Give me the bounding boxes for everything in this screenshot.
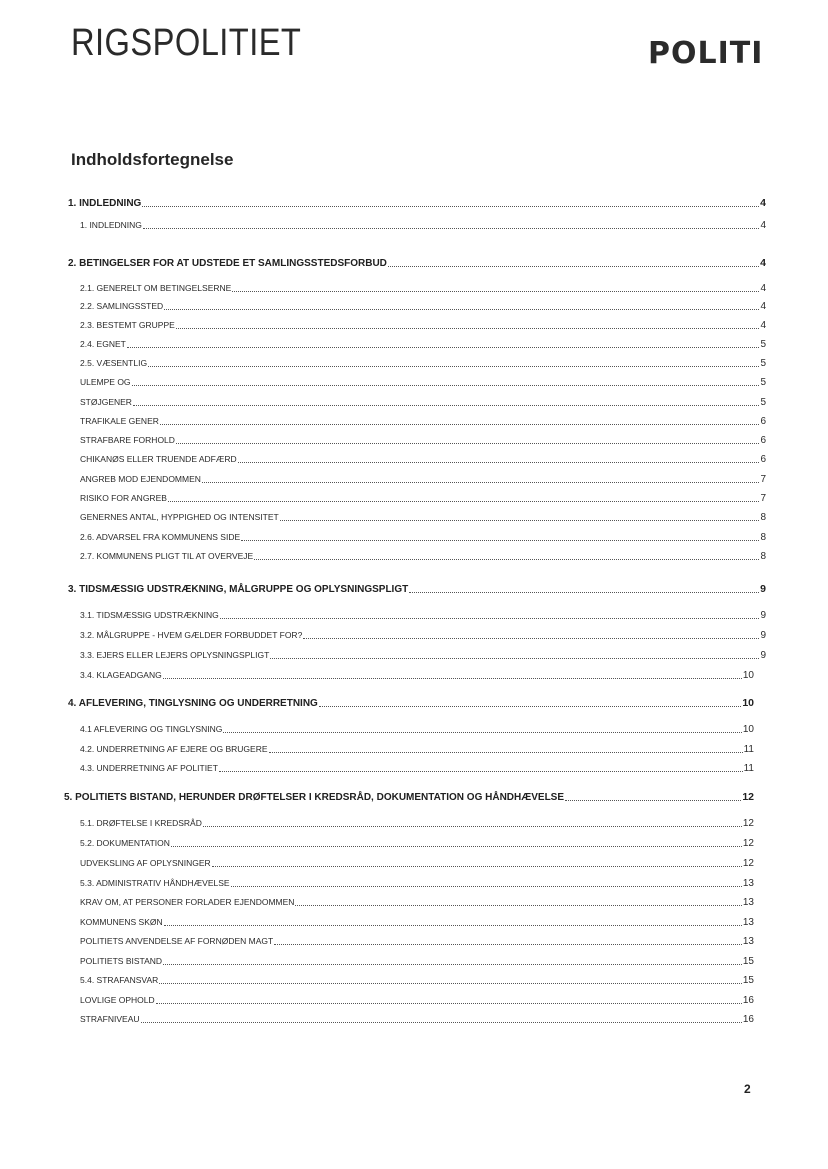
- toc-entry-label: 3.4. KLAGEADGANG: [80, 670, 162, 680]
- dot-leader: [295, 905, 741, 906]
- dot-leader: [148, 366, 759, 367]
- dot-leader: [133, 405, 759, 406]
- toc-entry: [80, 995, 754, 1006]
- toc-entry-page: 4: [760, 220, 766, 231]
- toc-entry-label: POLITIETS BISTAND: [80, 956, 163, 966]
- toc-entry-page: 7: [760, 474, 766, 485]
- dot-leader: [163, 678, 742, 679]
- toc-entry-page: 13: [742, 897, 754, 908]
- dot-leader: [223, 732, 742, 733]
- dot-leader: [238, 462, 760, 463]
- dot-leader: [231, 886, 742, 887]
- toc-entry-label: POLITIETS ANVENDELSE AF FORNØDEN MAGT: [80, 936, 274, 946]
- dot-leader: [176, 328, 760, 329]
- toc-entry-label: 1. INDLEDNING: [68, 198, 142, 209]
- toc-entry-label: 5. POLITIETS BISTAND, HERUNDER DRØFTELSER I KREDSRÅD, DOKUMENTATION OG HÅNDHÆVELSE: [64, 792, 565, 803]
- toc-entry-page: 16: [742, 1014, 754, 1025]
- toc-entry-label: LOVLIGE OPHOLD: [80, 995, 155, 1005]
- dot-leader: [202, 482, 760, 483]
- toc-entry: [80, 670, 754, 681]
- toc-entry-label: 3. TIDSMÆSSIG UDSTRÆKNING, MÅLGRUPPE OG OPLYSNINGSPLIGT: [68, 584, 409, 595]
- toc-entry: [80, 744, 754, 755]
- dot-leader: [254, 559, 759, 560]
- toc-entry-page: 4: [760, 320, 766, 331]
- dot-leader: [159, 983, 742, 984]
- toc-entry-label: 5.1. DRØFTELSE I KREDSRÅD: [80, 818, 202, 828]
- politi-logo: POLITI: [648, 36, 764, 71]
- toc-entry-label: GENERNES ANTAL, HYPPIGHED OG INTENSITET: [80, 512, 279, 522]
- dot-leader: [388, 266, 759, 267]
- toc-entry-label: 2.3. BESTEMT GRUPPE: [80, 320, 175, 330]
- toc-entry: [80, 917, 754, 928]
- toc-entry: [80, 532, 766, 543]
- toc-entry-page: 4: [760, 301, 766, 312]
- toc-entry: [80, 512, 766, 523]
- toc-entry: [68, 697, 754, 709]
- dot-leader: [409, 592, 759, 593]
- dot-leader: [171, 846, 742, 847]
- toc-entry-label: 2.1. GENERELT OM BETINGELSERNE: [80, 283, 232, 293]
- toc-entry: [80, 493, 766, 504]
- toc-entry-page: 15: [742, 975, 754, 986]
- page-number: 2: [744, 1082, 751, 1096]
- dot-leader: [127, 347, 760, 348]
- toc-entry-label: ANGREB MOD EJENDOMMEN: [80, 474, 201, 484]
- toc-entry-page: 5: [760, 339, 766, 350]
- toc-entry: [80, 339, 766, 350]
- toc-entry: [80, 551, 766, 562]
- toc-entry-label: 2.2. SAMLINGSSTED: [80, 301, 164, 311]
- toc-entry: [80, 320, 766, 331]
- toc-entry: [80, 763, 754, 774]
- toc-entry: [68, 583, 766, 595]
- toc-entry: [80, 416, 766, 427]
- toc-entry: [68, 257, 766, 269]
- dot-leader: [156, 1003, 742, 1004]
- toc-entry-page: 16: [742, 995, 754, 1006]
- toc-entry-label: STRAFBARE FORHOLD: [80, 435, 175, 445]
- toc-entry: [80, 858, 754, 869]
- toc-entry-page: 9: [760, 650, 766, 661]
- dot-leader: [176, 443, 760, 444]
- toc-entry: [80, 301, 766, 312]
- toc-entry: [80, 878, 754, 889]
- dot-leader: [220, 618, 760, 619]
- toc-entry-label: 3.1. TIDSMÆSSIG UDSTRÆKNING: [80, 610, 219, 620]
- dot-leader: [142, 206, 759, 207]
- dot-leader: [303, 638, 759, 639]
- toc-entry: [80, 897, 754, 908]
- toc-entry-label: ULEMPE OG: [80, 377, 131, 387]
- toc-entry-page: 12: [742, 838, 754, 849]
- toc-entry-label: 2.6. ADVARSEL FRA KOMMUNENS SIDE: [80, 532, 241, 542]
- toc-entry-label: 3.2. MÅLGRUPPE - HVEM GÆLDER FORBUDDET FOR?: [80, 630, 303, 640]
- toc-entry-page: 8: [760, 551, 766, 562]
- toc-entry: [80, 975, 754, 986]
- toc-entry-label: 4.3. UNDERRETNING AF POLITIET: [80, 763, 218, 773]
- toc-entry-page: 5: [760, 377, 766, 388]
- toc-entry-page: 4: [760, 283, 766, 294]
- toc-entry-label: 4. AFLEVERING, TINGLYSNING OG UNDERRETNING: [68, 698, 318, 709]
- toc-entry-label: 4.2. UNDERRETNING AF EJERE OG BRUGERE: [80, 744, 268, 754]
- dot-leader: [280, 520, 760, 521]
- dot-leader: [164, 309, 759, 310]
- toc-entry-page: 9: [760, 583, 766, 595]
- toc-entry-label: STRAFNIVEAU: [80, 1014, 140, 1024]
- toc-entry-page: 6: [760, 416, 766, 427]
- toc-entry-label: KRAV OM, AT PERSONER FORLADER EJENDOMMEN: [80, 897, 295, 907]
- toc-entry-page: 11: [743, 744, 754, 755]
- dot-leader: [565, 800, 741, 801]
- toc-entry-page: 4: [760, 257, 766, 269]
- toc-entry: [80, 397, 766, 408]
- toc-entry: [80, 454, 766, 465]
- toc-entry-page: 6: [760, 454, 766, 465]
- toc-entry-page: 15: [742, 956, 754, 967]
- dot-leader: [203, 826, 742, 827]
- toc-entry-label: 2.7. KOMMUNENS PLIGT TIL AT OVERVEJE: [80, 551, 254, 561]
- organization-name: RIGSPOLITIET: [71, 22, 302, 64]
- toc-entry-page: 12: [742, 791, 754, 803]
- toc-entry-label: 5.4. STRAFANSVAR: [80, 975, 159, 985]
- toc-entry-page: 4: [760, 197, 766, 209]
- dot-leader: [241, 540, 759, 541]
- toc-entry-label: CHIKANØS ELLER TRUENDE ADFÆRD: [80, 454, 237, 464]
- toc-entry: [80, 610, 766, 621]
- toc-entry: [64, 791, 754, 803]
- toc-entry-page: 5: [760, 397, 766, 408]
- toc-entry-label: RISIKO FOR ANGREB: [80, 493, 167, 503]
- toc-entry-page: 13: [742, 878, 754, 889]
- toc-entry-page: 12: [742, 858, 754, 869]
- toc-entry-page: 13: [742, 936, 754, 947]
- toc-entry-label: 5.2. DOKUMENTATION: [80, 838, 170, 848]
- dot-leader: [232, 291, 759, 292]
- toc-entry: [80, 818, 754, 829]
- toc-entry-page: 7: [760, 493, 766, 504]
- toc-entry: [80, 283, 766, 294]
- toc-entry: [80, 630, 766, 641]
- toc-entry-label: 5.3. ADMINISTRATIV HÅNDHÆVELSE: [80, 878, 230, 888]
- toc-entry-label: TRAFIKALE GENER: [80, 416, 159, 426]
- dot-leader: [274, 944, 742, 945]
- toc-entry: [80, 1014, 754, 1025]
- toc-entry-page: 10: [742, 697, 754, 709]
- dot-leader: [319, 706, 741, 707]
- toc-entry: [80, 435, 766, 446]
- toc-entry-page: 5: [760, 358, 766, 369]
- toc-entry: [80, 377, 766, 388]
- toc-entry-page: 10: [742, 724, 754, 735]
- toc-entry: [80, 650, 766, 661]
- toc-entry-page: 9: [760, 630, 766, 641]
- dot-leader: [269, 752, 743, 753]
- toc-entry-label: UDVEKSLING AF OPLYSNINGER: [80, 858, 211, 868]
- toc-entry: [80, 358, 766, 369]
- dot-leader: [164, 925, 742, 926]
- toc-entry-page: 9: [760, 610, 766, 621]
- dot-leader: [168, 501, 760, 502]
- toc-entry: [80, 838, 754, 849]
- dot-leader: [143, 228, 760, 229]
- toc-title: Indholdsfortegnelse: [71, 150, 234, 169]
- toc-entry: [80, 936, 754, 947]
- toc-entry-label: STØJGENER: [80, 397, 132, 407]
- toc-entry-label: 3.3. EJERS ELLER LEJERS OPLYSNINGSPLIGT: [80, 650, 270, 660]
- toc-entry: [80, 956, 754, 967]
- dot-leader: [141, 1022, 742, 1023]
- toc-entry-label: 2.4. EGNET: [80, 339, 126, 349]
- toc-entry-label: 2.5. VÆSENTLIG: [80, 358, 148, 368]
- toc-entry-label: 2. BETINGELSER FOR AT UDSTEDE ET SAMLINGSSTEDSFORBUD: [68, 258, 387, 269]
- toc-entry-label: KOMMUNENS SKØN: [80, 917, 163, 927]
- toc-entry-page: 12: [742, 818, 754, 829]
- dot-leader: [163, 964, 742, 965]
- toc-entry-page: 6: [760, 435, 766, 446]
- toc-entry: [68, 197, 766, 209]
- toc-entry: [80, 474, 766, 485]
- dot-leader: [212, 866, 742, 867]
- toc-entry: [80, 220, 766, 231]
- dot-leader: [270, 658, 759, 659]
- dot-leader: [219, 771, 743, 772]
- toc-entry-page: 8: [760, 532, 766, 543]
- toc-entry-page: 13: [742, 917, 754, 928]
- toc-entry-label: 1. INDLEDNING: [80, 220, 142, 230]
- toc-entry: [80, 724, 754, 735]
- toc-entry-page: 10: [742, 670, 754, 681]
- dot-leader: [132, 385, 760, 386]
- toc-entry-label: 4.1 AFLEVERING OG TINGLYSNING: [80, 724, 223, 734]
- dot-leader: [160, 424, 760, 425]
- toc-entry-page: 11: [743, 763, 754, 774]
- toc-entry-page: 8: [760, 512, 766, 523]
